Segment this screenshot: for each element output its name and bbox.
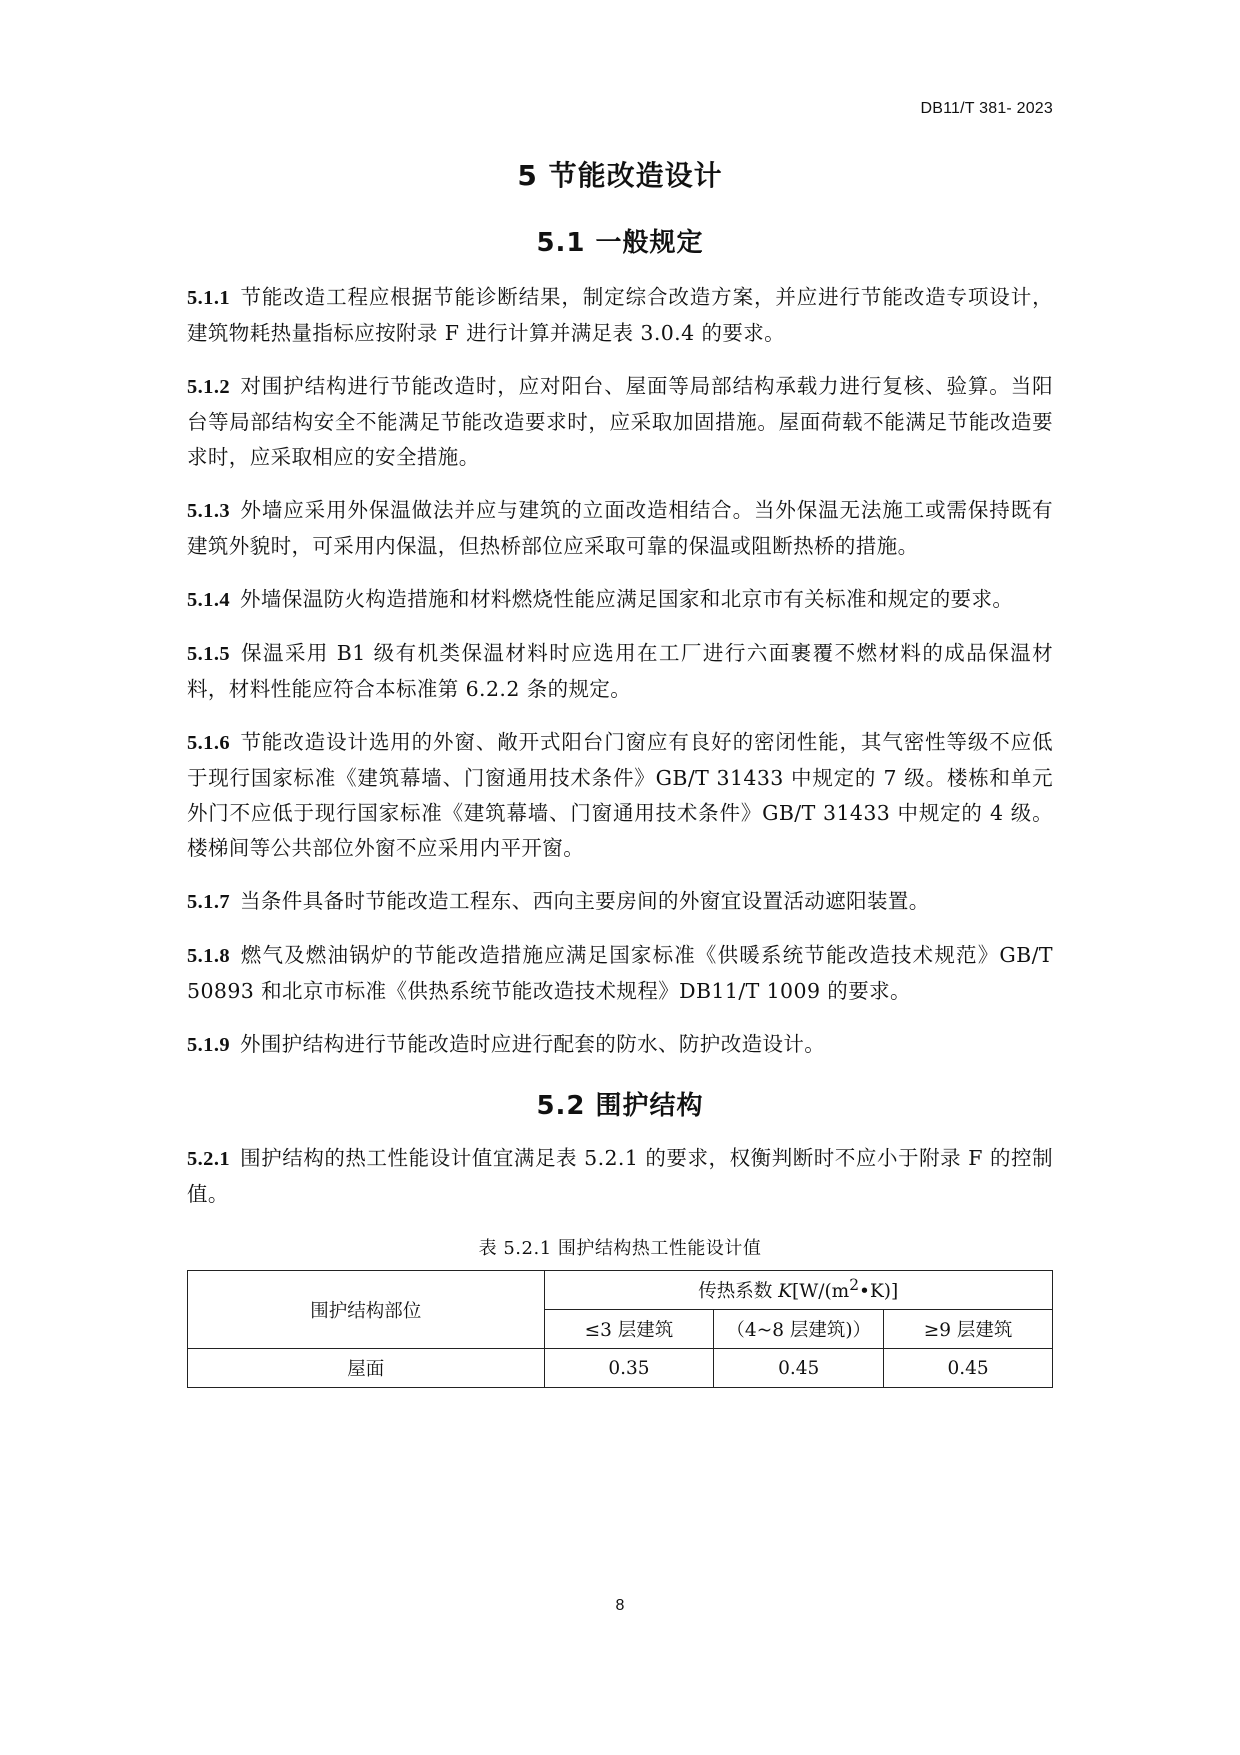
clause-5-1-1: [187, 280, 1053, 351]
clause-5-1-2: [187, 369, 1053, 475]
group-header-prefix: 传热系数: [698, 1281, 779, 1303]
group-header-unit-tail: •K)]: [859, 1281, 899, 1303]
document-code: DB11/T 381- 2023: [920, 100, 1053, 117]
table-row: [188, 1349, 1053, 1388]
table-column-header: ≤3 层建筑: [544, 1310, 714, 1349]
clause-text: 节能改造工程应根据节能诊断结果，制定综合改造方案，并应进行节能改造专项设计，建筑物耗热量指标应按附录 F 进行计算并满足表 3.0.4 的要求。: [187, 285, 1053, 345]
clause-number: 5.1.4: [187, 589, 230, 611]
section-title-5-2: 5.2 围护结构: [536, 1091, 704, 1121]
table-header-row: [188, 1271, 1053, 1310]
section-title-5-1: 5.1 一般规定: [536, 228, 704, 258]
table-caption: 表 5.2.1 围护结构热工性能设计值: [478, 1238, 762, 1259]
clause-number: 5.1.1: [187, 287, 230, 309]
table-cell: 0.35: [544, 1349, 714, 1388]
clause-text: 外墙保温防火构造措施和材料燃烧性能应满足国家和北京市有关标准和规定的要求。: [240, 587, 1014, 611]
clause-5-1-3: [187, 493, 1053, 564]
group-header-symbol: K: [778, 1281, 792, 1303]
clause-5-1-4: [187, 582, 1053, 618]
clause-number: 5.1.8: [187, 945, 230, 967]
clause-text: 外墙应采用外保温做法并应与建筑的立面改造相结合。当外保温无法施工或需保持既有建筑外貌时，可采用内保温，但热桥部位应采取可靠的保温或阻断热桥的措施。: [187, 498, 1053, 558]
clause-number: 5.1.3: [187, 500, 230, 522]
clause-number: 5.1.9: [187, 1034, 230, 1056]
table-row-header: 围护结构部位: [188, 1271, 545, 1349]
clause-number: 5.2.1: [187, 1148, 230, 1170]
clause-5-1-7: [187, 884, 1053, 920]
clause-5-1-8: [187, 938, 1053, 1009]
clause-5-1-9: [187, 1027, 1053, 1063]
chapter-title: 5 节能改造设计: [517, 159, 723, 192]
group-header-unit: [W/(m: [792, 1281, 850, 1303]
group-header-superscript: 2: [849, 1276, 860, 1295]
clause-number: 5.1.7: [187, 891, 230, 913]
clause-number: 5.1.2: [187, 376, 230, 398]
table-cell: 0.45: [884, 1349, 1053, 1388]
table-column-header: ≥9 层建筑: [884, 1310, 1053, 1349]
clause-text: 当条件具备时节能改造工程东、西向主要房间的外窗宜设置活动遮阳装置。: [240, 889, 930, 913]
clause-5-1-5: [187, 636, 1053, 707]
clause-5-1-6: [187, 725, 1053, 866]
page-content: [187, 218, 1053, 1388]
table-column-header: （4~8 层建筑)）: [714, 1310, 884, 1349]
clause-text: 对围护结构进行节能改造时，应对阳台、屋面等局部结构承载力进行复核、验算。当阳台等局部结构安全不能满足节能改造要求时，应采取加固措施。屋面荷载不能满足节能改造要求时，应采取相应的安全措施。: [187, 374, 1053, 469]
clause-text: 保温采用 B1 级有机类保温材料时应选用在工厂进行六面裹覆不燃材料的成品保温材料，材料性能应符合本标准第 6.2.2 条的规定。: [187, 641, 1053, 701]
clause-text: 围护结构的热工性能设计值宜满足表 5.2.1 的要求，权衡判断时不应小于附录 F 的控制值。: [187, 1146, 1053, 1206]
clause-number: 5.1.5: [187, 643, 230, 665]
table-cell: 0.45: [714, 1349, 884, 1388]
table-cell-label: 屋面: [188, 1349, 545, 1388]
page-number: 8: [615, 1597, 625, 1614]
clause-text: 节能改造设计选用的外窗、敞开式阳台门窗应有良好的密闭性能，其气密性等级不应低于现行国家标准《建筑幕墙、门窗通用技术条件》GB/T 31433 中规定的 7 级。楼栋和单元外门不应低于现行国家标准《建筑幕墙、门窗通用技术条件》GB/T 31433 中规定的 4 级。楼梯间等公共部位外窗不应采用内平开窗。: [187, 730, 1053, 860]
table-group-header: [544, 1271, 1052, 1310]
clause-5-2-1: [187, 1141, 1053, 1212]
thermal-performance-table: [187, 1270, 1053, 1388]
clause-text: 外围护结构进行节能改造时应进行配套的防水、防护改造设计。: [240, 1032, 826, 1056]
clause-number: 5.1.6: [187, 732, 230, 754]
clause-text: 燃气及燃油锅炉的节能改造措施应满足国家标准《供暖系统节能改造技术规范》GB/T 50893 和北京市标准《供热系统节能改造技术规程》DB11/T 1009 的要求。: [187, 943, 1053, 1003]
